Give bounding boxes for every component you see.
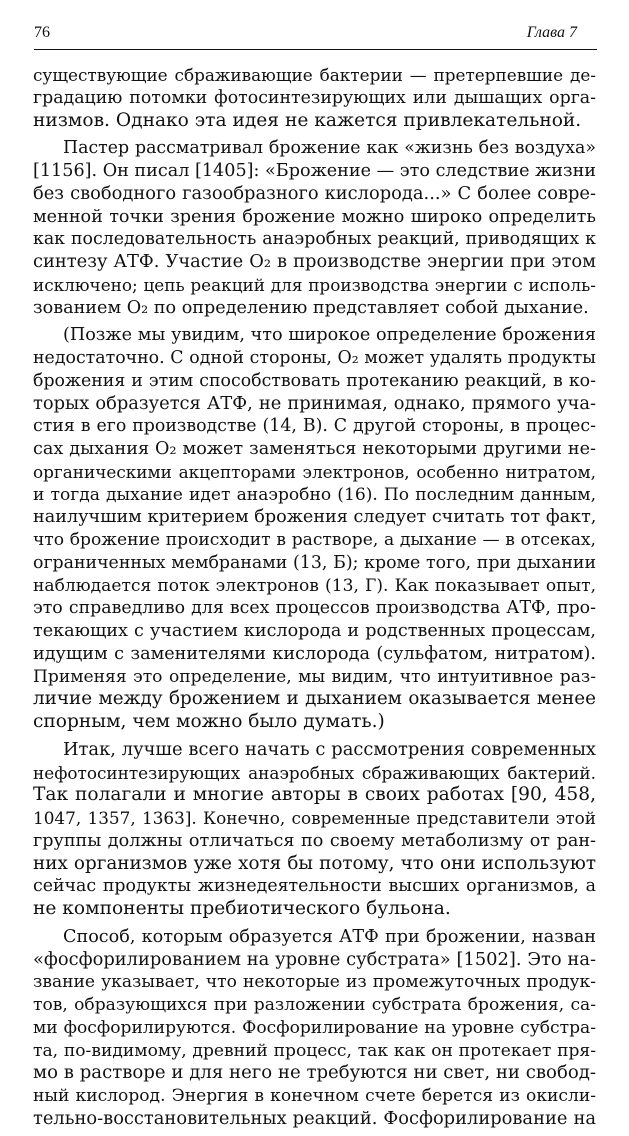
text-line: наблюдается поток электронов (13, Г). Как показывает опыт, (33, 575, 596, 596)
paragraph (33, 739, 596, 921)
text-line: Так полагали и многие авторы в своих работах [90, 458, (33, 784, 596, 806)
text-line: группы должны отличаться по своему метаболизму от ран- (33, 830, 596, 851)
text-line: идущим с заменителями кислорода (сульфатом, нитратом). (33, 643, 596, 664)
text-line: зованием O₂ по определению представляет собой дыхание. (33, 297, 589, 318)
text-line: это справедливо для всех процессов производства АТФ, про- (33, 598, 596, 619)
paragraph (33, 64, 596, 132)
text-line: менной точки зрения брожение можно широко определить (33, 206, 596, 227)
text-line: что брожение происходит в растворе, а дыхание — в отсеках, (33, 530, 596, 550)
text-line: градацию потомки фотосинтезирующих или дышащих орга- (33, 87, 596, 108)
text-line: [1156]. Он писал [1405]: «Брожение — это следствие жизни (33, 161, 597, 181)
text-line: сейчас продукты жизнедеятельности высших организмов, а (33, 876, 596, 897)
paragraph (33, 137, 596, 319)
text-line: Пастер рассматривал брожение как «жизнь без воздуха» (63, 138, 596, 159)
text-line: ограниченных мембранами (13, Б); кроме того, при дыхании (33, 552, 596, 573)
text-line: Применяя это определение, мы видим, что интуитивное раз- (33, 666, 596, 687)
text-line: тельно-восстановительных реакций. Фосфорилирование на (33, 1107, 596, 1129)
text-line: нефотосинтезирующих анаэробных сбраживающих бактерий. (33, 762, 596, 783)
text-line: стия в его производстве (14, В). С другой стороны, в процес- (33, 416, 596, 437)
text-line: низмов. Однако эта идея не кажется привлекательной. (33, 109, 582, 131)
text-line: и тогда дыхание идет анаэробно (16). По последним данным, (33, 484, 596, 505)
text-line: мо в растворе и для него не требуются ни свет, ни свобод- (33, 1062, 596, 1084)
text-line: ный кислород. Энергия в конечном счете берется из окисли- (33, 1086, 596, 1106)
text-line: текающих с участием кислорода и родственных процессам, (33, 621, 596, 641)
text-line: сах дыхания O₂ может заменяться некоторыми другими не- (33, 439, 596, 459)
text-line: них организмов уже хотя бы потому, что они используют (33, 852, 596, 874)
text-line: не компоненты пребиотического бульона. (33, 898, 451, 919)
text-line: существующие сбраживающие бактерии — претерпевшие де- (33, 65, 596, 85)
header-rule (34, 49, 597, 50)
text-line: личие между брожением и дыханием оказывается менее (33, 688, 596, 710)
text-line: звание указывает, что некоторые из промежуточных продук- (33, 972, 596, 993)
page-number: 76 (34, 24, 50, 41)
text-line: недостаточно. С одной стороны, O₂ может удалять продукты (33, 348, 596, 368)
text-line: ми фосфорилируются. Фосфорилирование на уровне субстра- (33, 1017, 596, 1038)
page-header (34, 24, 597, 48)
paragraph (33, 926, 596, 1131)
text-line: (Позже мы увидим, что широкое определение брожения (63, 325, 596, 346)
running-head: Глава 7 (526, 24, 577, 41)
text-line: спорным, чем можно было думать.) (33, 711, 385, 732)
text-line: Итак, лучше всего начать с рассмотрения современных (63, 738, 596, 760)
text-line: Способ, которым образуется АТФ при брожении, назван (63, 926, 596, 947)
text-line: наилучшим критерием брожения следует считать тот факт, (33, 507, 597, 528)
text-line: синтезу АТФ. Участие O₂ в производстве энергии при этом (33, 251, 596, 272)
text-line: «фосфорилированием на уровне субстрата» [1502]. Это на- (33, 948, 596, 970)
text-line: как последовательность анаэробных реакций, приводящих к (33, 229, 596, 250)
text-line: брожения и этим способствовать протеканию реакций, в ко- (33, 370, 596, 391)
text-line: исключено; цепь реакций для производства энергии с исполь- (33, 274, 596, 295)
text-line: 1047, 1357, 1363]. Конечно, современные представители этой (33, 808, 596, 828)
text-line: та, по-видимому, древний процесс, так как он протекает пря- (33, 1040, 596, 1061)
text-line: органическими акцепторами электронов, особенно нитратом, (33, 461, 596, 482)
paragraph (33, 324, 596, 734)
text-line: тов, образующихся при разложении субстрата брожения, са- (33, 995, 596, 1015)
text-line: без свободного газообразного кислорода...» С более совре- (33, 182, 596, 204)
body-text (33, 64, 596, 1136)
text-line: торых образуется АТФ, не принимая, однако, прямого уча- (33, 392, 596, 414)
